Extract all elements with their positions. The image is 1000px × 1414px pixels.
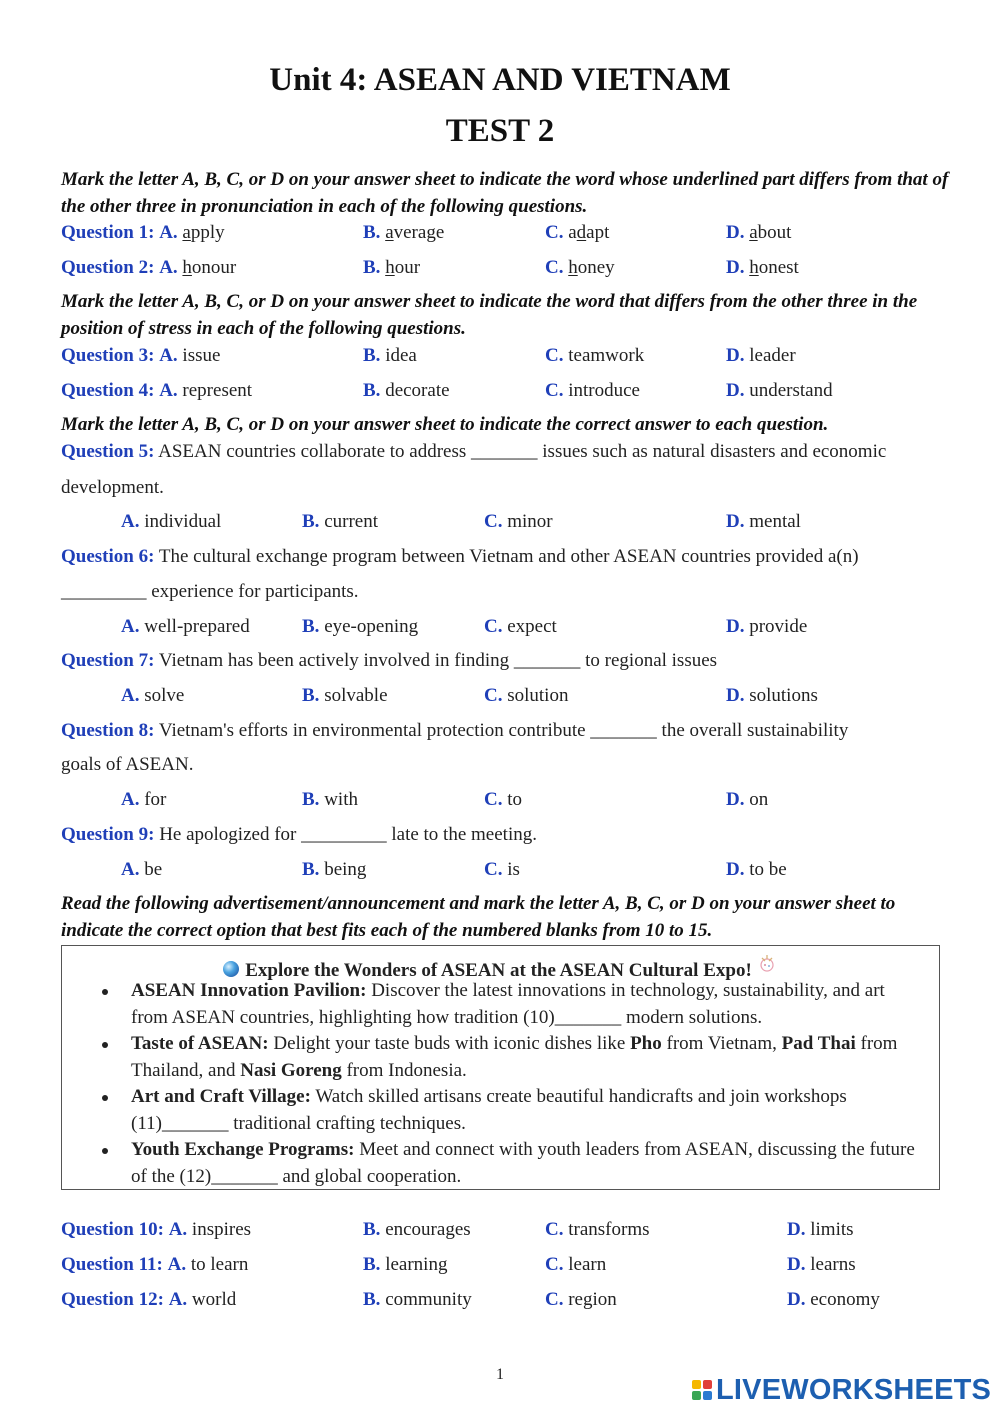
question-11: Question 11: A. to learn [61, 1254, 249, 1275]
question-10-option-d[interactable]: D. limits [787, 1219, 854, 1240]
question-6-option-d[interactable]: D. provide [726, 616, 808, 637]
instruction-stress: Mark the letter A, B, C, or D on your answer sheet to indicate the word that differs from the other three in the position of stress in each of the following questions. [61, 291, 918, 339]
option-a-word: apply [182, 222, 225, 243]
question-11-option-b[interactable]: B. learning [363, 1254, 448, 1275]
question-5: Question 5: ASEAN countries collaborate to address _______ issues such as natural disasters and economic [61, 441, 887, 462]
question-7-option-d[interactable]: D. solutions [726, 685, 818, 706]
question-12-option-d[interactable]: D. economy [787, 1289, 880, 1310]
question-10: Question 10: A. inspires [61, 1219, 252, 1240]
question-2: Question 2: A. honour [61, 257, 237, 278]
list-item: ASEAN Innovation Pavilion: Discover the latest innovations in technology, sustainability, and art from ASEAN countries, highlighting how tradition (10)_______ modern solutions. [62, 978, 939, 1031]
test-subtitle: TEST 2 [445, 113, 555, 149]
question-9-option-c[interactable]: C. is [484, 859, 520, 880]
question-3-option-d[interactable]: D. leader [726, 345, 796, 366]
question-3: Question 3: A. issue [61, 345, 221, 366]
question-10-option-b[interactable]: B. encourages [363, 1219, 471, 1240]
question-1-option-b[interactable]: B. average [363, 222, 445, 243]
question-6-continued: _________ experience for participants. [61, 581, 359, 602]
option-a[interactable]: A. [159, 222, 178, 243]
question-6-option-c[interactable]: C. expect [484, 616, 557, 637]
globe-icon [223, 961, 239, 977]
liveworksheets-icon [692, 1380, 712, 1400]
question-12: Question 12: A. world [61, 1289, 237, 1310]
instruction-reading: Read the following advertisement/announcement and mark the letter A, B, C, or D on your answer sheet to indicate the correct option that best fits each of the numbered blanks from 10 to 15. [61, 893, 896, 941]
question-8-option-b[interactable]: B. with [302, 789, 358, 810]
question-1: Question 1: A. apply [61, 222, 225, 243]
question-6: Question 6: The cultural exchange program between Vietnam and other ASEAN countries provided a(n) [61, 546, 859, 567]
question-9: Question 9: He apologized for _________ late to the meeting. [61, 824, 537, 845]
question-4-option-d[interactable]: D. understand [726, 380, 833, 401]
option-a[interactable]: A. [168, 1219, 188, 1240]
liveworksheets-brand: LIVEWORKSHEETS [716, 1373, 992, 1406]
list-item: Taste of ASEAN: Delight your taste buds with iconic dishes like Pho from Vietnam, Pad Thai from Thailand, and Nasi Goreng from Indonesia. [62, 1031, 939, 1084]
question-5-option-b[interactable]: B. current [302, 511, 378, 532]
instruction-pronunciation: Mark the letter A, B, C, or D on your answer sheet to indicate the word whose underlined part differs from that of the other three in pronunciation in each of the following questions. [61, 169, 949, 217]
advertisement-box [61, 945, 940, 1190]
question-8-option-c[interactable]: C. to [484, 789, 523, 810]
question-3-option-c[interactable]: C. teamwork [545, 345, 645, 366]
question-1-option-d[interactable]: D. about [726, 222, 792, 243]
question-12-option-c[interactable]: C. region [545, 1289, 617, 1310]
question-2-option-d[interactable]: D. honest [726, 257, 799, 278]
advertisement-list [62, 978, 939, 1190]
question-1-option-c[interactable]: C. adapt [545, 222, 610, 243]
question-11-option-c[interactable]: C. learn [545, 1254, 607, 1275]
question-2-option-c[interactable]: C. honey [545, 257, 615, 278]
question-5-option-c[interactable]: C. minor [484, 511, 553, 532]
option-a[interactable]: A. [159, 380, 178, 401]
question-4: Question 4: A. represent [61, 380, 253, 401]
instruction-correct-answer: Mark the letter A, B, C, or D on your answer sheet to indicate the correct answer to each question. [61, 414, 829, 435]
question-7-option-a[interactable]: A. solve [121, 685, 185, 706]
advertisement-title: Explore the Wonders of ASEAN at the ASEAN Cultural Expo! [62, 952, 939, 982]
list-item: Art and Craft Village: Watch skilled artisans create beautiful handicrafts and join workshops (11)_______ traditional crafting techniques. [62, 1084, 939, 1137]
question-5-option-a[interactable]: A. individual [121, 511, 222, 532]
question-8-continued: goals of ASEAN. [61, 754, 194, 775]
option-a[interactable]: A. [168, 1289, 188, 1310]
question-3-option-b[interactable]: B. idea [363, 345, 417, 366]
list-item: Youth Exchange Programs: Meet and connect with youth leaders from ASEAN, discussing the future of the (12)_______ and global cooperation. [62, 1137, 939, 1190]
question-8-option-a[interactable]: A. for [121, 789, 167, 810]
question-4-option-c[interactable]: C. introduce [545, 380, 640, 401]
question-11-option-d[interactable]: D. learns [787, 1254, 856, 1275]
page-number: 1 [496, 1366, 504, 1383]
question-8-option-d[interactable]: D. on [726, 789, 769, 810]
question-12-option-b[interactable]: B. community [363, 1289, 472, 1310]
question-6-option-b[interactable]: B. eye-opening [302, 616, 419, 637]
question-6-option-a[interactable]: A. well-prepared [121, 616, 250, 637]
liveworksheets-logo[interactable] [692, 1374, 991, 1406]
question-4-option-b[interactable]: B. decorate [363, 380, 450, 401]
question-7-option-c[interactable]: C. solution [484, 685, 569, 706]
question-9-option-d[interactable]: D. to be [726, 859, 787, 880]
page-title: Unit 4: ASEAN AND VIETNAM [269, 62, 731, 98]
question-8: Question 8: Vietnam's efforts in environmental protection contribute _______ the overall sustainability [61, 720, 849, 741]
question-7-option-b[interactable]: B. solvable [302, 685, 388, 706]
celebration-icon [756, 952, 778, 974]
option-a[interactable]: A. [159, 257, 178, 278]
question-9-option-a[interactable]: A. be [121, 859, 163, 880]
question-5-continued: development. [61, 477, 164, 498]
question-9-option-b[interactable]: B. being [302, 859, 367, 880]
option-a[interactable]: A. [159, 345, 178, 366]
question-2-option-b[interactable]: B. hour [363, 257, 421, 278]
option-a[interactable]: A. [167, 1254, 187, 1275]
option-a-word: honour [182, 257, 237, 278]
question-7: Question 7: Vietnam has been actively involved in finding _______ to regional issues [61, 650, 718, 671]
question-10-option-c[interactable]: C. transforms [545, 1219, 650, 1240]
question-5-option-d[interactable]: D. mental [726, 511, 801, 532]
